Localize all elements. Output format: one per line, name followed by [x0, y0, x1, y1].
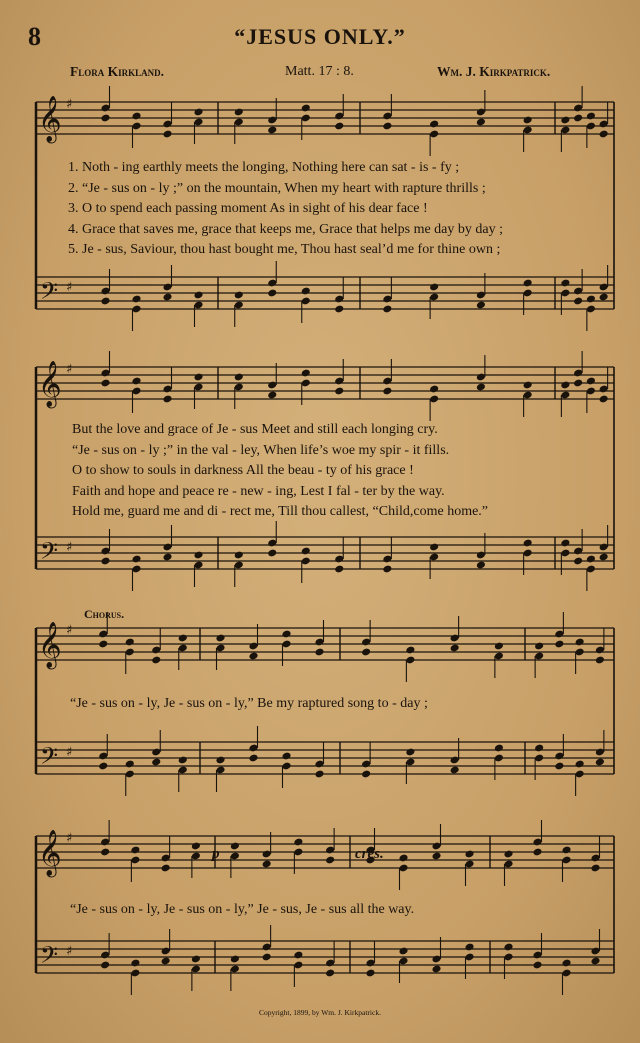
note-head — [301, 104, 311, 113]
note-head — [301, 369, 311, 378]
note-head — [100, 379, 110, 388]
note-head — [382, 387, 392, 396]
note-head — [429, 543, 439, 552]
chorus-lyric-line-2: “Je - sus on - ly, Je - sus on - ly,” Je - sus, Je - sus all the way. — [70, 902, 415, 917]
note-head — [595, 758, 605, 767]
note-head — [560, 381, 570, 390]
key-signature-sharp: ♯ — [66, 745, 73, 760]
note-head — [215, 756, 225, 765]
note-head — [429, 385, 439, 394]
note-head — [334, 305, 344, 314]
note-head — [560, 279, 570, 288]
note-head — [301, 547, 311, 556]
note-head — [193, 551, 203, 560]
note-head — [281, 752, 291, 761]
note-head — [573, 379, 583, 388]
note-head — [534, 744, 544, 753]
note-head — [450, 766, 460, 775]
note-head — [590, 957, 600, 966]
note-head — [130, 959, 140, 968]
note-head — [554, 762, 564, 771]
note-head — [191, 842, 201, 851]
note-head — [267, 549, 277, 558]
note-head — [476, 118, 486, 127]
note-head — [162, 130, 172, 139]
note-head — [178, 634, 188, 643]
note-head — [325, 856, 335, 865]
note-head — [405, 646, 415, 655]
verse-line-2: “Je - sus on - ly ;” in the val - ley, When life’s woe my spir - it fills. — [72, 442, 450, 458]
copyright-notice: Copyright, 1899, by Wm. J. Kirkpatrick. — [259, 1008, 381, 1017]
note-head — [361, 770, 371, 779]
page-number: 8 — [28, 22, 41, 51]
note-head — [523, 116, 533, 125]
note-head — [599, 130, 609, 139]
note-head — [361, 648, 371, 657]
chorus-lyric-line-1: “Je - sus on - ly, Je - sus on - ly,” Be my raptured song to - day ; — [70, 696, 428, 711]
note-head — [178, 756, 188, 765]
note-head — [532, 961, 542, 970]
note-head — [151, 758, 161, 767]
note-head — [450, 644, 460, 653]
verse-line-1: 1. Noth - ing earthly meets the longing, Nothing here can sat - is - fy ; — [68, 160, 460, 175]
verse-line-4: 4. Grace that saves me, grace that keeps me, Grace that helps me day by day ; — [68, 221, 503, 237]
scripture-reference: Matt. 17 : 8. — [285, 64, 354, 79]
bass-clef: 𝄢 — [40, 742, 59, 775]
key-signature-sharp: ♯ — [66, 944, 73, 959]
verse-line-3: 3. O to spend each passing moment As in sight of his dear face ! — [68, 201, 428, 216]
treble-clef: 𝄞 — [38, 96, 62, 142]
note-head — [262, 953, 272, 962]
note-head — [431, 852, 441, 861]
note-head — [193, 373, 203, 382]
note-head — [595, 656, 605, 665]
note-head — [575, 638, 585, 647]
note-head — [476, 301, 486, 310]
note-head — [131, 295, 141, 304]
note-head — [398, 947, 408, 956]
note-head — [100, 114, 110, 123]
note-head — [573, 297, 583, 306]
note-head — [503, 943, 513, 952]
key-signature-sharp: ♯ — [66, 623, 73, 638]
note-head — [248, 652, 258, 661]
note-head — [98, 762, 108, 771]
note-head — [590, 864, 600, 873]
note-head — [494, 642, 504, 651]
note-head — [151, 656, 161, 665]
verse-line-1: But the love and grace of Je - sus Meet and still each longing cry. — [72, 422, 438, 437]
note-head — [301, 287, 311, 296]
note-head — [293, 951, 303, 960]
note-head — [431, 965, 441, 974]
note-head — [191, 955, 201, 964]
note-head — [554, 640, 564, 649]
note-head — [131, 555, 141, 564]
piano-dynamic: p — [212, 846, 220, 862]
note-head — [100, 848, 110, 857]
note-head — [560, 539, 570, 548]
note-head — [599, 553, 609, 562]
note-head — [267, 126, 277, 135]
note-head — [234, 108, 244, 117]
note-head — [464, 850, 474, 859]
chorus-label: Chorus. — [84, 607, 125, 621]
note-head — [314, 770, 324, 779]
note-head — [267, 391, 277, 400]
treble-clef: 𝄞 — [38, 622, 62, 668]
note-head — [334, 387, 344, 396]
key-signature-sharp: ♯ — [66, 831, 73, 846]
note-head — [575, 760, 585, 769]
treble-clef: 𝄞 — [38, 361, 62, 407]
note-head — [125, 760, 135, 769]
note-head — [476, 383, 486, 392]
note-head — [586, 555, 596, 564]
note-head — [100, 557, 110, 566]
note-head — [429, 283, 439, 292]
note-head — [100, 297, 110, 306]
key-signature-sharp: ♯ — [66, 362, 73, 377]
verse-line-5: Hold me, guard me and di - rect me, Till thou callest, “Child,come home.” — [72, 504, 489, 519]
note-head — [494, 744, 504, 753]
verse-line-3: O to show to souls in darkness All the beau - ty of his grace ! — [72, 463, 414, 478]
author-credit: Flora Kirkland. — [70, 64, 165, 79]
note-head — [429, 120, 439, 129]
key-signature-sharp: ♯ — [66, 540, 73, 555]
note-head — [586, 377, 596, 386]
verse-lyrics-part1 — [68, 158, 628, 261]
note-head — [532, 848, 542, 857]
note-head — [464, 943, 474, 952]
note-head — [125, 638, 135, 647]
verse-line-4: Faith and hope and peace re - new - ing, Lest I fal - ter by the way. — [72, 483, 445, 499]
note-head — [314, 648, 324, 657]
note-head — [382, 122, 392, 131]
hymn-title: “JESUS ONLY.” — [234, 24, 406, 49]
note-head — [100, 961, 110, 970]
note-head — [162, 553, 172, 562]
note-head — [193, 108, 203, 117]
note-head — [573, 557, 583, 566]
note-head — [398, 854, 408, 863]
note-head — [262, 860, 272, 869]
note-head — [599, 293, 609, 302]
note-head — [573, 114, 583, 123]
verse-lyrics-part2 — [72, 420, 632, 523]
note-head — [98, 640, 108, 649]
note-head — [131, 112, 141, 121]
note-head — [523, 539, 533, 548]
note-head — [215, 634, 225, 643]
note-head — [561, 959, 571, 968]
note-head — [405, 748, 415, 757]
note-head — [248, 754, 258, 763]
note-head — [523, 279, 533, 288]
verse-line-2: 2. “Je - sus on - ly ;” on the mountain, When my heart with rapture thrills ; — [68, 180, 486, 196]
note-head — [162, 395, 172, 404]
note-head — [293, 838, 303, 847]
note-head — [162, 293, 172, 302]
bass-clef: 𝄢 — [40, 277, 59, 310]
note-head — [130, 846, 140, 855]
composer-credit: Wm. J. Kirkpatrick. — [437, 64, 551, 79]
note-head — [365, 969, 375, 978]
note-head — [234, 291, 244, 300]
key-signature-sharp: ♯ — [66, 97, 73, 112]
verse-line-5: 5. Je - sus, Saviour, thou hast bought me, Thou hast seal’d me for thine own ; — [68, 242, 501, 257]
note-head — [161, 864, 171, 873]
note-head — [230, 955, 240, 964]
note-head — [161, 957, 171, 966]
bass-clef: 𝄢 — [40, 941, 59, 974]
note-head — [234, 551, 244, 560]
note-head — [230, 842, 240, 851]
note-head — [523, 381, 533, 390]
crescendo-marking: cres. — [355, 846, 384, 862]
note-head — [325, 969, 335, 978]
note-head — [382, 565, 392, 574]
note-head — [534, 642, 544, 651]
treble-clef: 𝄞 — [38, 830, 62, 876]
note-head — [586, 112, 596, 121]
note-head — [234, 373, 244, 382]
note-head — [476, 561, 486, 570]
note-head — [560, 116, 570, 125]
note-head — [267, 289, 277, 298]
note-head — [561, 846, 571, 855]
note-head — [131, 377, 141, 386]
note-head — [599, 395, 609, 404]
note-head — [586, 295, 596, 304]
note-head — [382, 305, 392, 314]
note-head — [193, 291, 203, 300]
note-head — [334, 122, 344, 131]
note-head — [334, 565, 344, 574]
note-head — [503, 850, 513, 859]
key-signature-sharp: ♯ — [66, 280, 73, 295]
note-head — [281, 630, 291, 639]
bass-clef: 𝄢 — [40, 537, 59, 570]
